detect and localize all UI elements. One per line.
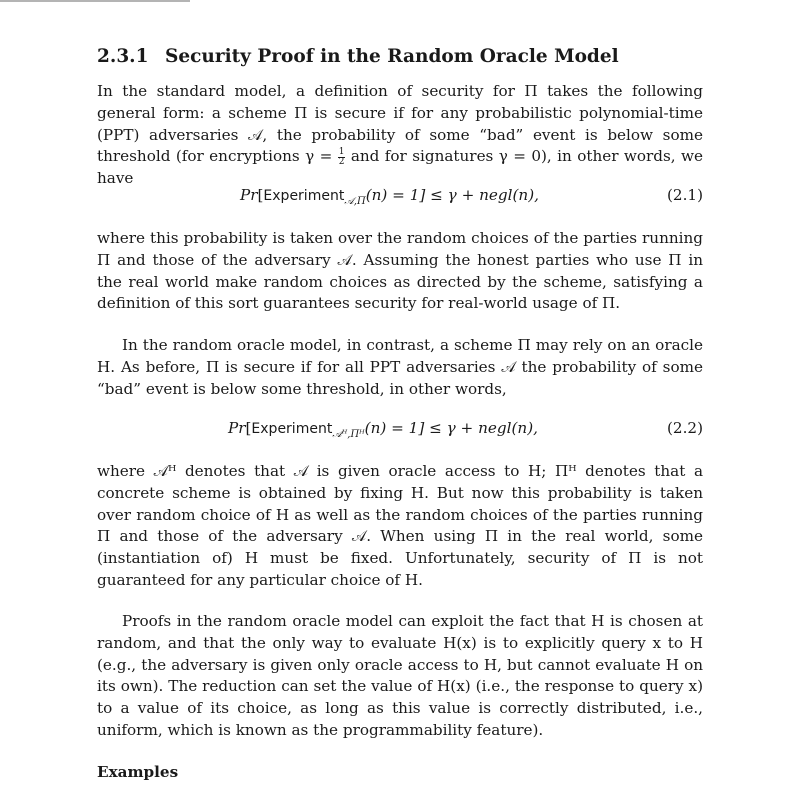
equation-number: (2.2) — [666, 419, 703, 437]
equation-args: (n) = 1] ≤ γ + — [365, 186, 480, 204]
equation-subscript: 𝒜,Π — [344, 196, 366, 208]
equation-body — [228, 419, 538, 440]
equation-pr: Pr — [240, 186, 258, 204]
paragraph-standard-model — [97, 81, 703, 190]
paragraph-text: and for signatures γ = 0), in other words, we have — [97, 147, 703, 188]
paragraph-text: In the standard model, a definition of security for Π takes the following general form: a scheme Π is secure if for any probabilistic polynomial-time (PPT) adversaries 𝒜, the probability of some “bad” event is below some threshold (for encryptions γ = — [97, 82, 703, 166]
section-title-text: Security Proof in the Random Oracle Model — [165, 46, 619, 67]
equation-subscript: 𝒜ᴴ,Πᴴ — [332, 429, 365, 441]
equation-negl: negl — [478, 419, 512, 437]
equation-pr: Pr — [228, 419, 246, 437]
equation-2-1 — [97, 186, 703, 210]
equation-negl: negl — [479, 186, 513, 204]
equation-experiment: Experiment — [251, 421, 333, 437]
equation-negl-arg: (n), — [512, 186, 539, 204]
fraction-numerator: 1 — [338, 146, 345, 157]
equation-bracket: [ — [257, 186, 264, 204]
paragraph-probability: where this probability is taken over the random choices of the parties running Π and those of the adversary 𝒜. Assuming the honest parties who use Π in the real world make random choices as directed by the scheme, satisfying a definition of this sort guarantees security for real-world usage of Π. — [97, 229, 703, 313]
paragraph-proofs: Proofs in the random oracle model can exploit the fact that H is chosen at random, and that the only way to evaluate H(x) is to explicitly query x to H (e.g., the adversary is given only oracle access to H, but cannot evaluate H on its own). The reduction can set the value of H(x) (i.e., the response to query x) to a value of its choice, as long as this value is correctly distributed, i.e., uniform, which is known as the programmability feature). — [97, 612, 703, 739]
equation-args: (n) = 1] ≤ γ + — [364, 419, 479, 437]
paragraph-random-oracle: In the random oracle model, in contrast, a scheme Π may rely on an oracle H. As before, Π is secure if for all PPT adversaries 𝒜 the probability of some “bad” event is below some threshold, in other words, — [97, 336, 703, 398]
paragraph-oracle-access: where 𝒜ᴴ denotes that 𝒜 is given oracle access to H; Πᴴ denotes that a concrete scheme is obtained by fixing H. But now this probability is taken over random choice of H as well as the random choices of the parties running Π and those of the adversary 𝒜. When using Π in the real world, some (instantiation of) H must be fixed. Unfortunately, security of Π is not guaranteed for any particular choice of H. — [97, 462, 703, 589]
equation-negl-arg: (n), — [511, 419, 538, 437]
equation-experiment: Experiment — [263, 188, 345, 204]
fraction-denominator: 2 — [338, 156, 345, 167]
equation-2-2 — [97, 419, 703, 443]
equation-number: (2.1) — [666, 186, 703, 204]
subsection-heading: Examples — [97, 763, 179, 781]
section-number: 2.3.1 — [97, 46, 149, 67]
equation-body — [240, 186, 539, 207]
equation-bracket: [ — [245, 419, 252, 437]
previous-page-remnant — [0, 0, 190, 4]
section-heading — [97, 46, 619, 67]
